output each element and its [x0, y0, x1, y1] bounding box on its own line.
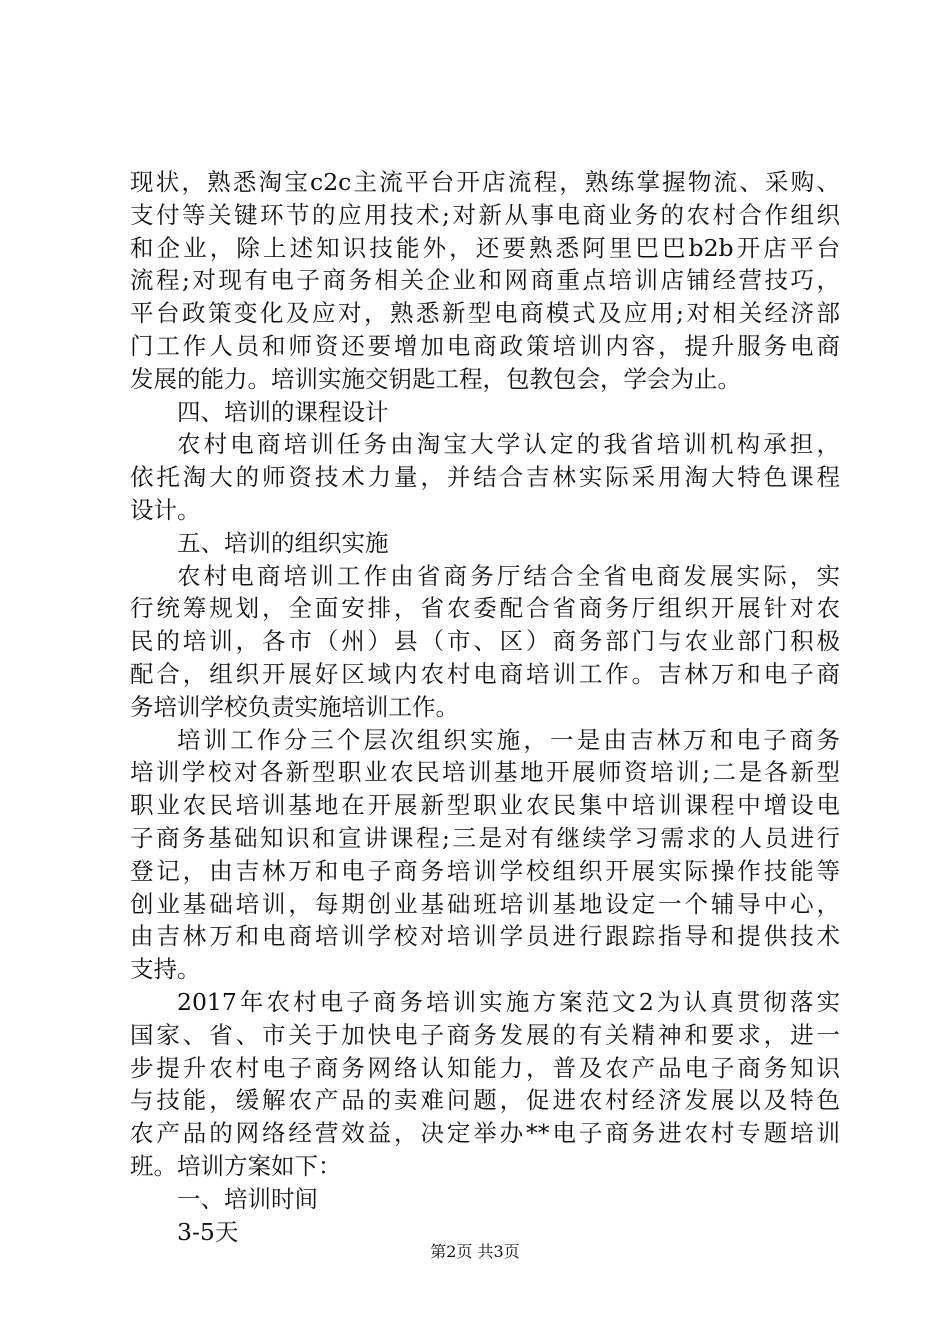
text-line: 3-5天 [177, 1217, 239, 1246]
text-line: 流程;对现有电子商务相关企业和网商重点培训店铺经营技巧， [130, 266, 840, 295]
text-line: 现状，熟悉淘宝c2c主流平台开店流程，熟练掌握物流、采购、 [130, 168, 840, 196]
text-line: 国家、省、市关于加快电子商务发展的有关精神和要求，进一 [130, 1020, 840, 1049]
text-line: 支付等关键环节的应用技术;对新从事电商业务的农村合作组织 [130, 200, 840, 229]
text-line: 创业基础培训，每期创业基础班培训基地设定一个辅导中心， [130, 889, 840, 918]
text-line: 班。培训方案如下： [130, 1151, 342, 1180]
text-line: 农村电商培训工作由省商务厅结合全省电商发展实际，实 [177, 561, 840, 590]
text-line: 与技能，缓解农产品的卖难问题，促进农村经济发展以及特色 [130, 1086, 840, 1115]
page-footer: 第2页 共3页 [430, 1242, 520, 1261]
text-line: 培训工作分三个层次组织实施，一是由吉林万和电子商务 [177, 725, 840, 754]
text-line: 门工作人员和师资还要增加电商政策培训内容，提升服务电商 [130, 331, 840, 360]
text-line: 步提升农村电子商务网络认知能力，普及农产品电子商务知识 [130, 1053, 840, 1082]
section-heading: 四、培训的课程设计 [177, 397, 389, 426]
text-line: 民的培训，各市（州）县（市、区）商务部门与农业部门积极 [130, 627, 840, 656]
text-line: 登记，由吉林万和电子商务培训学校组织开展实际操作技能等 [130, 856, 840, 885]
text-line: 农村电商培训任务由淘宝大学认定的我省培训机构承担， [177, 430, 840, 459]
text-line: 配合，组织开展好区域内农村电商培训工作。吉林万和电子商 [130, 659, 840, 688]
text-line: 由吉林万和电商培训学校对培训学员进行跟踪指导和提供技术 [130, 922, 840, 951]
text-line: 发展的能力。培训实施交钥匙工程，包教包会，学会为止。 [130, 364, 741, 393]
text-line: 依托淘大的师资技术力量，并结合吉林实际采用淘大特色课程 [130, 463, 840, 492]
text-line: 支持。 [130, 955, 201, 984]
text-line: 平台政策变化及应对，熟悉新型电商模式及应用;对相关经济部 [130, 299, 840, 328]
section-heading: 五、培训的组织实施 [177, 528, 389, 557]
text-line: 务培训学校负责实施培训工作。 [130, 692, 459, 721]
document-body [130, 166, 840, 1248]
text-line: 职业农民培训基地在开展新型职业农民集中培训课程中增设电 [130, 791, 840, 820]
text-line: 行统筹规划，全面安排，省农委配合省商务厅组织开展针对农 [130, 594, 840, 623]
text-line: 2017年农村电子商务培训实施方案范文2为认真贯彻落实 [177, 987, 840, 1016]
text-line: 农产品的网络经营效益，决定举办**电子商务进农村专题培训 [130, 1119, 840, 1148]
text-line: 和企业，除上述知识技能外，还要熟悉阿里巴巴b2b开店平台 [130, 233, 840, 262]
section-heading: 一、培训时间 [177, 1184, 318, 1213]
text-line: 培训学校对各新型职业农民培训基地开展师资培训;二是各新型 [130, 758, 840, 787]
text-line: 设计。 [130, 495, 201, 524]
text-line: 子商务基础知识和宣讲课程;三是对有继续学习需求的人员进行 [130, 823, 840, 852]
